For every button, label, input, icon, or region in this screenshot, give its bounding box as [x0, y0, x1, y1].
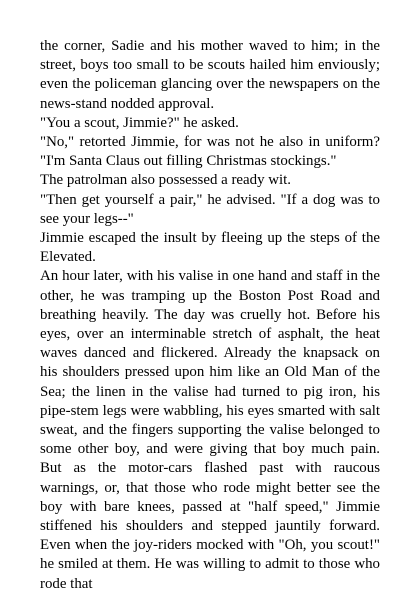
paragraph-jimmie-escapes: Jimmie escaped the insult by fleeing up the steps of the Elevated.	[40, 230, 380, 266]
paragraph-patrolman-advice: "Then get yourself a pair," he advised. "If a dog was to see your legs--"	[40, 191, 380, 227]
paragraph-patrolman-wit: The patrolman also possessed a ready wit.	[40, 172, 292, 189]
paragraph-policeman-question: "You a scout, Jimmie?" he asked.	[40, 114, 239, 131]
paragraph-street-scene: the corner, Sadie and his mother waved to him; in the street, boys too small to be scouts hailed him enviously; even the policeman glancing over the newspapers on the news-stand nodded approval.	[40, 38, 380, 112]
document-page	[40, 37, 380, 594]
paragraph-jimmie-retort: "No," retorted Jimmie, for was not he also in uniform? "I'm Santa Claus out filling Christmas stockings."	[40, 134, 380, 170]
paragraph-boston-post-road: An hour later, with his valise in one hand and staff in the other, he was tramping up the Boston Post Road and breathing heavily. The day was cruelly hot. Before his eyes, over an interminable stretch of asphalt, the heat waves danced and flickered. Already the knapsack on his shoulders pressed upon him like an Old Man of the Sea; the linen in the valise had turned to pig iron, his pipe-stem legs were wabbling, his eyes smarted with salt sweat, and the fingers supporting the valise belonged to some other boy, and were giving that boy much pain. But as the motor-cars flashed past with raucous warnings, or, that those who rode might better see the boy with bare knees, passed at "half speed," Jimmie stiffened his shoulders and stepped jauntily forward. Even when the joy-riders mocked with "Oh, you scout!" he smiled at them. He was willing to admit to those who rode that	[40, 268, 380, 592]
